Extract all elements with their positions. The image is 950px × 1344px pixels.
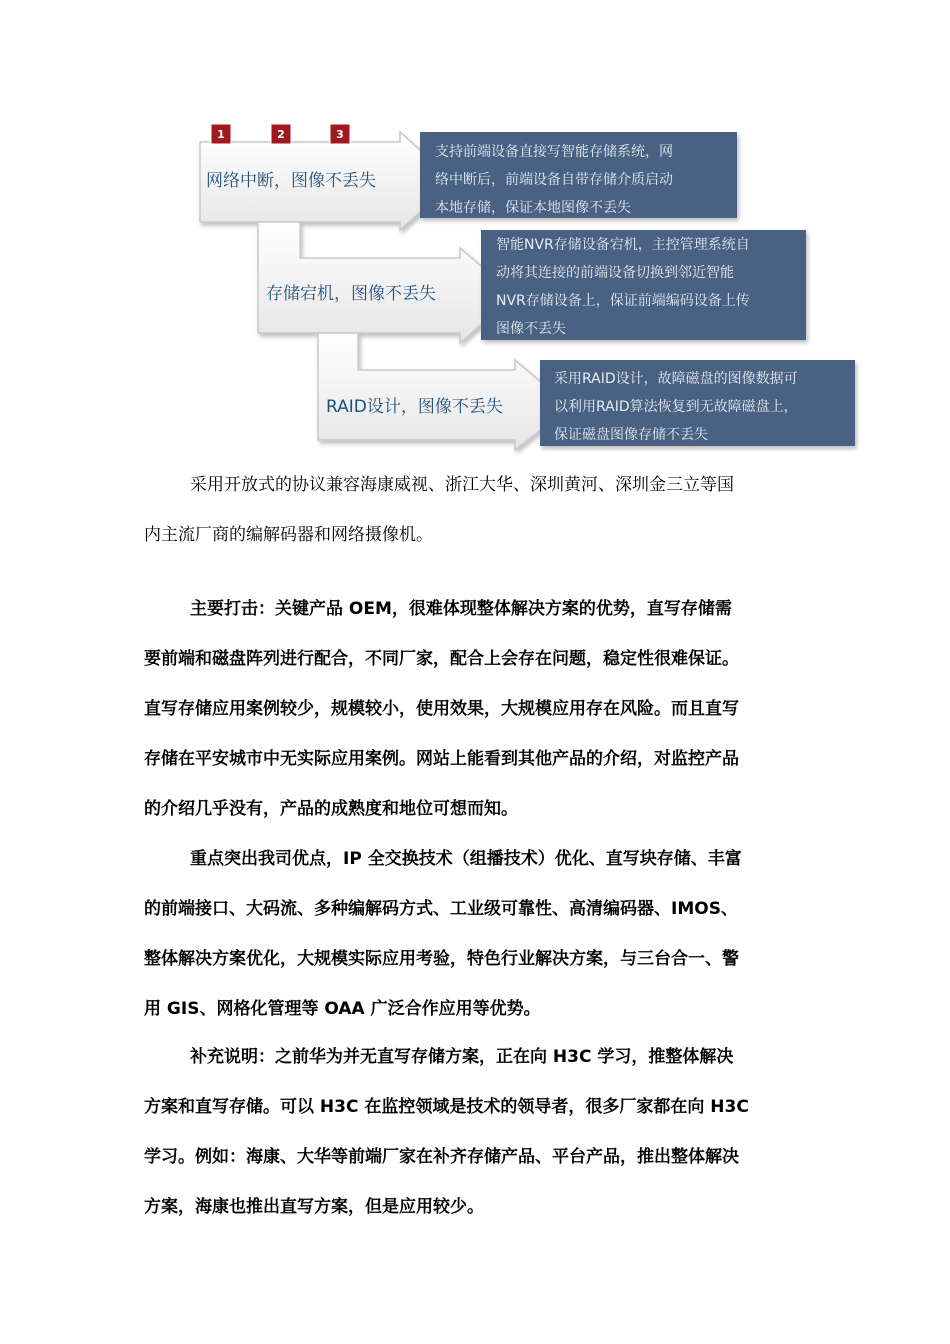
- svg-text:1: 1: [217, 128, 225, 141]
- paragraph-line: 直写存储应用案例较少，规模较小，使用效果，大规模应用存在风险。而且直写: [144, 699, 739, 719]
- step-tag-2: [271, 124, 291, 144]
- row-2-desc-line: 智能NVR存储设备宕机，主控管理系统自: [496, 237, 750, 253]
- row-3-desc-line: 采用RAID设计，故障磁盘的图像数据可: [554, 371, 798, 387]
- row-3-desc-line: 以利用RAID算法恢复到无故障磁盘上，: [554, 399, 798, 415]
- row-1-label: 网络中断，图像不丢失: [206, 171, 376, 191]
- paragraph-line: 内主流厂商的编解码器和网络摄像机。: [144, 525, 433, 545]
- step-tag-3: [330, 124, 350, 144]
- row-2-label: 存储宕机，图像不丢失: [266, 284, 436, 304]
- paragraph-line: 用 GIS、网格化管理等 OAA 广泛合作应用等优势。: [144, 999, 541, 1019]
- paragraph-advantages: [144, 834, 809, 1034]
- row-1-desc-line: 本地存储，保证本地图像不丢失: [435, 200, 631, 216]
- paragraph-main-attack: [144, 584, 809, 834]
- arrow-3: [318, 333, 570, 450]
- paragraph-line: 方案和直写存储。可以 H3C 在监控领域是技术的领导者，很多厂家都在向 H3C: [144, 1097, 749, 1117]
- svg-text:3: 3: [336, 128, 344, 141]
- svg-text:2: 2: [277, 128, 285, 141]
- row-3-desc-line: 保证磁盘图像存储不丢失: [554, 427, 708, 443]
- paragraph-line: 采用开放式的协议兼容海康威视、浙江大华、深圳黄河、深圳金三立等国: [190, 475, 734, 495]
- paragraph-line: 方案，海康也推出直写方案，但是应用较少。: [144, 1197, 484, 1217]
- row-3-label: RAID设计，图像不丢失: [326, 397, 503, 417]
- paragraph-compatibility: [144, 460, 809, 560]
- paragraph-line: 的介绍几乎没有，产品的成熟度和地位可想而知。: [144, 799, 518, 819]
- paragraph-supplement: [144, 1032, 809, 1232]
- row-2-desc-line: 动将其连接的前端设备切换到邻近智能: [496, 265, 734, 281]
- paragraph-line: 存储在平安城市中无实际应用案例。网站上能看到其他产品的介绍，对监控产品: [144, 749, 739, 769]
- storage-reliability-diagram: [0, 0, 950, 460]
- paragraph-line: 的前端接口、大码流、多种编解码方式、工业级可靠性、高清编码器、IMOS、: [144, 899, 738, 919]
- row-2-desc-line: NVR存储设备上，保证前端编码设备上传: [496, 293, 750, 309]
- paragraph-line: 补充说明：之前华为并无直写存储方案，正在向 H3C 学习，推整体解决: [190, 1047, 734, 1067]
- row-1-desc-line: 支持前端设备直接写智能存储系统，网: [435, 144, 673, 160]
- paragraph-line: 主要打击：关键产品 OEM，很难体现整体解决方案的优势，直写存储需: [190, 599, 732, 619]
- paragraph-line: 重点突出我司优点，IP 全交换技术（组播技术）优化、直写块存储、丰富: [190, 849, 742, 869]
- paragraph-line: 要前端和磁盘阵列进行配合，不同厂家，配合上会存在问题，稳定性很难保证。: [144, 649, 739, 669]
- paragraph-line: 学习。例如：海康、大华等前端厂家在补齐存储产品、平台产品，推出整体解决: [144, 1147, 739, 1167]
- row-1-desc-line: 络中断后，前端设备自带存储介质启动: [435, 172, 673, 188]
- arrow-2: [258, 222, 515, 343]
- paragraph-line: 整体解决方案优化，大规模实际应用考验，特色行业解决方案，与三台合一、警: [144, 949, 739, 969]
- row-2-desc-line: 图像不丢失: [496, 321, 566, 337]
- step-tag-1: [211, 124, 231, 144]
